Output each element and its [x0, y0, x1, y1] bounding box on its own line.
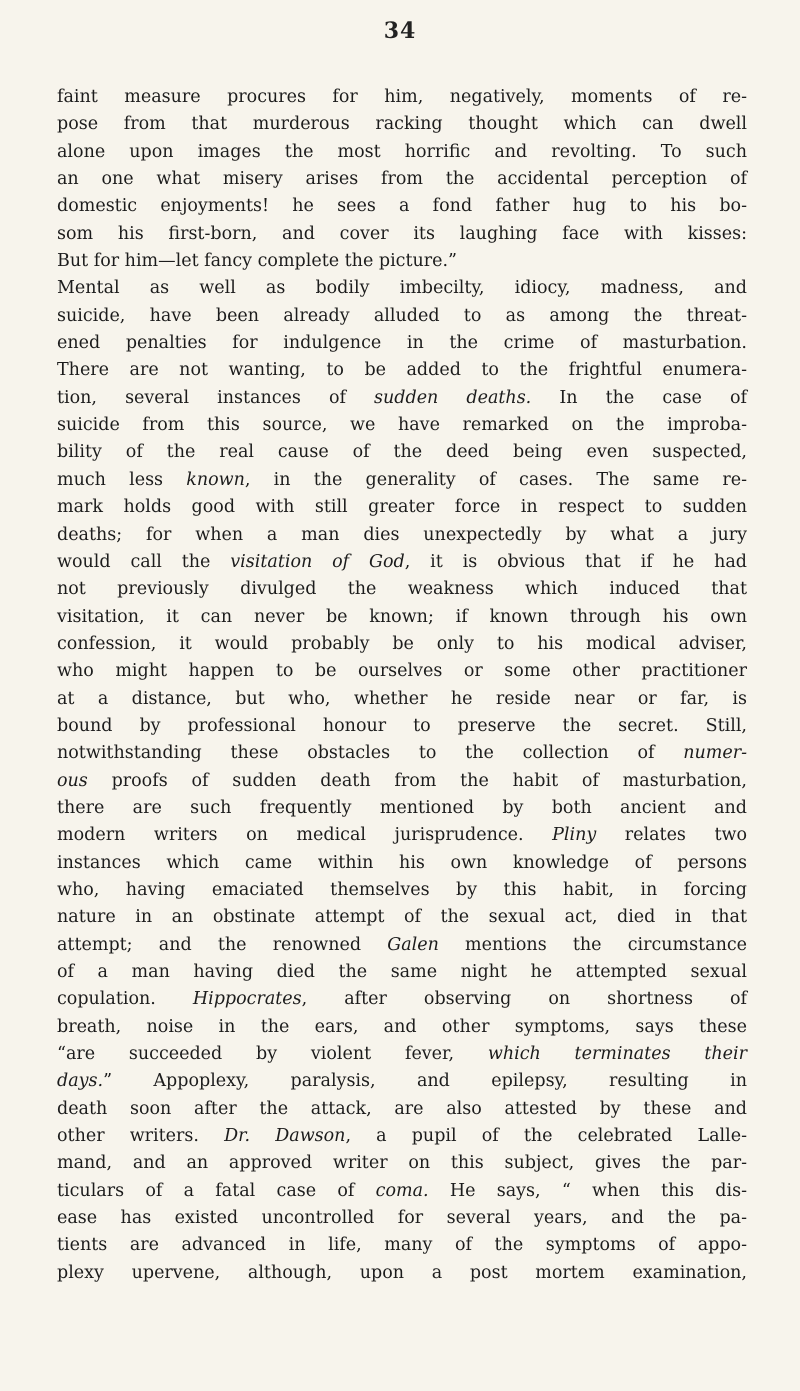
text-segment: ease has existed uncontrolled for several years, and the pa-	[57, 1208, 747, 1229]
text-segment: ” Appoplexy, paralysis, and epilepsy, resulting in	[103, 1071, 747, 1092]
italic-text: coma.	[375, 1180, 429, 1201]
text-segment: instances which came within his own knowledge of persons	[57, 852, 747, 873]
text-line	[57, 768, 747, 795]
text-line	[57, 1096, 747, 1123]
text-line	[57, 604, 747, 631]
text-segment: , in the generality of cases. The same re-	[244, 469, 747, 490]
text-line	[57, 740, 747, 767]
text-line	[57, 1041, 747, 1068]
text-segment: an one what misery arises from the accidental perception of	[57, 169, 747, 190]
italic-text: sudden deaths.	[374, 387, 532, 408]
text-segment: relates two	[596, 825, 747, 846]
text-segment: attempt; and the renowned	[57, 934, 388, 955]
text-segment: faint measure procures for him, negatively, moments of re-	[57, 87, 747, 107]
text-segment: , it is obvious that if he had	[404, 551, 747, 572]
text-segment: pose from that murderous racking thought which can dwell	[57, 114, 747, 135]
text-line	[57, 303, 747, 330]
text-segment: mark holds good with still greater force in respect to sudden	[57, 497, 747, 518]
text-line	[57, 1068, 747, 1095]
italic-text: Galen	[387, 934, 439, 955]
text-segment: Mental as well as bodily imbecilty, idiocy, madness, and	[57, 278, 747, 299]
text-line	[57, 439, 747, 466]
text-segment: death soon after the attack, are also attested by these and	[57, 1098, 747, 1119]
text-segment: som his first-born, and cover its laughing face with kisses:	[57, 223, 747, 244]
text-line	[57, 467, 747, 494]
text-segment: at a distance, but who, whether he reside near or far, is	[57, 688, 747, 709]
text-segment: visitation, it can never be known; if known through his own	[57, 606, 747, 627]
text-line	[57, 275, 747, 302]
text-segment: ened penalties for indulgence in the crime of masturbation.	[57, 333, 747, 354]
text-segment: other writers.	[57, 1126, 225, 1147]
text-line	[57, 713, 747, 740]
italic-text: Pliny	[552, 825, 597, 846]
text-line	[57, 248, 747, 275]
text-segment: plexy upervene, although, upon a post mortem examination,	[57, 1262, 747, 1283]
text-segment: , after observing on shortness of	[301, 989, 747, 1010]
text-line	[57, 1205, 747, 1232]
text-segment: modern writers on medical jurisprudence.	[57, 825, 553, 846]
text-segment: bound by professional honour to preserve the secret. Still,	[57, 715, 747, 736]
italic-text: which terminates their	[487, 1044, 747, 1065]
text-segment: would call the	[57, 551, 231, 572]
text-segment: tion, several instances of	[57, 387, 375, 408]
text-line	[57, 385, 747, 412]
text-segment: In the case of	[531, 387, 747, 408]
text-line	[57, 822, 747, 849]
text-segment: mentions the circumstance	[438, 934, 748, 955]
text-line	[57, 795, 747, 822]
text-segment: confession, it would probably be only to his modical adviser,	[57, 633, 747, 654]
text-segment: notwithstanding these obstacles to the collection of	[57, 743, 684, 764]
text-segment: suicide, have been already alluded to as among the threat-	[57, 305, 747, 326]
text-segment: tients are advanced in life, many of the symptoms of appo-	[57, 1235, 747, 1256]
text-line	[57, 1150, 747, 1177]
text-segment: copulation.	[57, 989, 193, 1010]
text-line	[57, 631, 747, 658]
text-segment: alone upon images the most horrific and revolting. To such	[57, 141, 747, 162]
text-line	[57, 84, 747, 111]
text-segment: bility of the real cause of the deed being even suspected,	[57, 442, 747, 463]
text-line	[57, 1123, 747, 1150]
text-line	[57, 166, 747, 193]
text-line	[57, 1232, 747, 1259]
text-segment: But for him—let fancy complete the picture.”	[57, 251, 458, 272]
text-line	[57, 1260, 747, 1287]
text-line	[57, 139, 747, 166]
text-line	[57, 193, 747, 220]
text-line	[57, 330, 747, 357]
text-line	[57, 1178, 747, 1205]
text-segment: domestic enjoyments! he sees a fond father hug to his bo-	[57, 196, 747, 217]
text-segment: deaths; for when a man dies unexpectedly by what a jury	[57, 524, 747, 545]
text-line	[57, 904, 747, 931]
text-segment: who might happen to be ourselves or some other practitioner	[57, 661, 747, 682]
italic-text: Hippocrates	[192, 989, 302, 1010]
text-segment: He says, “ when this dis-	[428, 1180, 747, 1201]
text-segment: mand, and an approved writer on this subject, gives the par-	[57, 1153, 747, 1174]
text-segment: ticulars of a fatal case of	[57, 1180, 376, 1201]
text-segment: suicide from this source, we have remarked on the improba-	[57, 415, 747, 436]
text-segment: much less	[57, 469, 187, 490]
text-segment: there are such frequently mentioned by both ancient and	[57, 797, 747, 818]
text-line	[57, 494, 747, 521]
italic-text: days.	[57, 1071, 104, 1092]
text-line	[57, 959, 747, 986]
text-segment: nature in an obstinate attempt of the sexual act, died in that	[57, 907, 747, 928]
text-segment: breath, noise in the ears, and other symptoms, says these	[57, 1016, 747, 1037]
italic-text: visitation of God	[230, 551, 405, 572]
text-line	[57, 111, 747, 138]
text-line	[57, 932, 747, 959]
text-segment: who, having emaciated themselves by this habit, in forcing	[57, 879, 747, 900]
text-segment: “are succeeded by violent fever,	[57, 1044, 488, 1065]
text-segment: There are not wanting, to be added to the frightful enumera-	[57, 360, 747, 381]
text-segment: proofs of sudden death from the habit of masturbation,	[87, 770, 747, 791]
italic-text: Dr. Dawson	[224, 1126, 346, 1147]
text-line	[57, 658, 747, 685]
text-line	[57, 221, 747, 248]
text-line	[57, 412, 747, 439]
text-line	[57, 357, 747, 384]
italic-text: known	[186, 469, 245, 490]
text-line	[57, 850, 747, 877]
text-line	[57, 686, 747, 713]
italic-text: numer-	[683, 743, 747, 764]
text-segment: , a pupil of the celebrated Lalle-	[345, 1126, 747, 1147]
italic-text: ous	[57, 770, 88, 791]
text-line	[57, 576, 747, 603]
text-line	[57, 522, 747, 549]
text-line	[57, 549, 747, 576]
text-line	[57, 986, 747, 1013]
page-number: 34	[383, 18, 417, 44]
body-text	[57, 84, 747, 1287]
text-segment: of a man having died the same night he attempted sexual	[57, 962, 747, 982]
text-line	[57, 1014, 747, 1041]
text-segment: not previously divulged the weakness which induced that	[57, 579, 747, 600]
text-line	[57, 877, 747, 904]
